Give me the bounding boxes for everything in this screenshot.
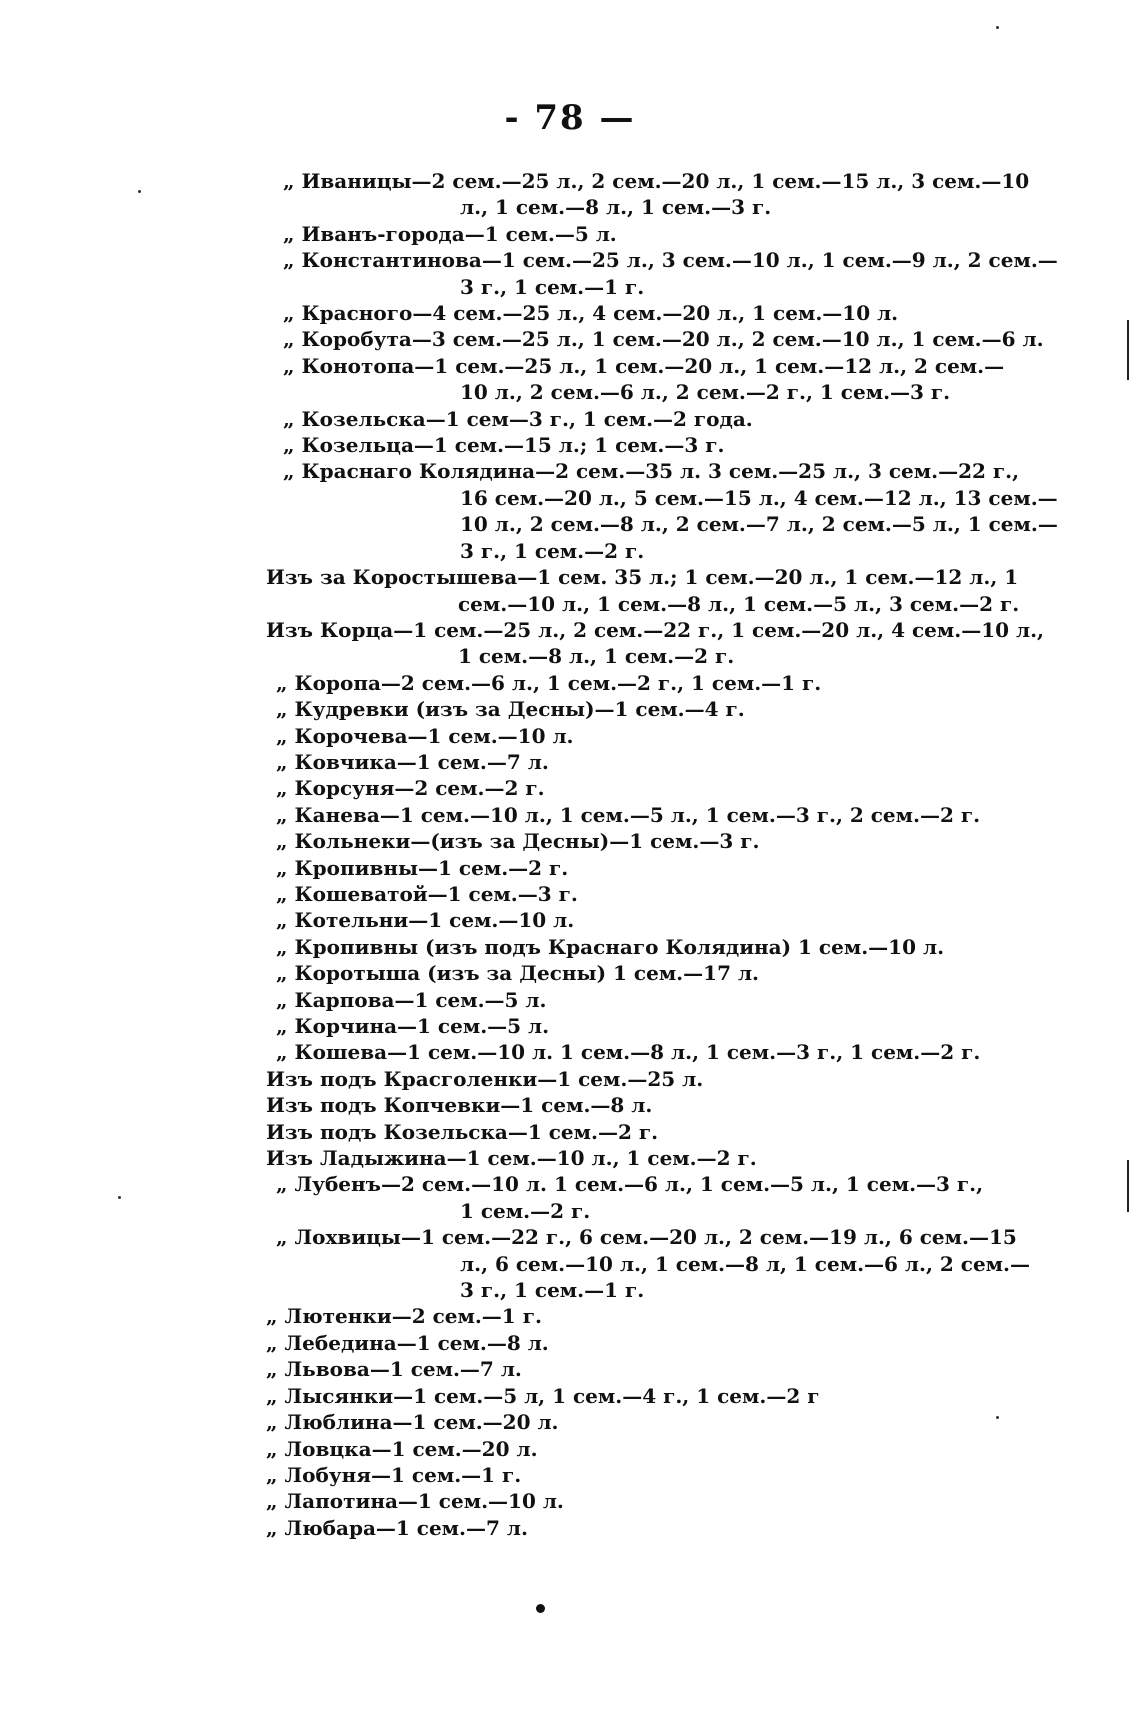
entry-line: „ Кольнеки—(изъ за Десны)—1 сем.—3 г.	[276, 829, 760, 854]
margin-rule	[1127, 320, 1129, 380]
entry-line: „ Львова—1 сем.—7 л.	[266, 1357, 522, 1382]
entry-list	[0, 168, 1140, 1541]
entry-line: „ Коротыша (изъ за Десны) 1 сем.—17 л.	[276, 961, 760, 986]
entry-continuation-line: 1 сем.—2 г.	[460, 1198, 591, 1223]
entry-continuation-line: 10 л., 2 сем.—8 л., 2 сем.—7 л., 2 сем.—5 л., 1 сем.—	[460, 512, 1058, 537]
entry-line: „ Лысянки—1 сем.—5 л, 1 сем.—4 г., 1 сем.—2 г	[266, 1383, 820, 1408]
paper-speck	[118, 1196, 121, 1199]
entry-item	[0, 1013, 1140, 1039]
page-number: - 78 —	[504, 98, 636, 138]
entry-continuation-line: 3 г., 1 сем.—2 г.	[460, 538, 645, 563]
entry-line: „ Кудревки (изъ за Десны)—1 сем.—4 г.	[276, 697, 745, 722]
entry-item	[0, 1303, 1140, 1329]
entry-continuation-line: л., 6 сем.—10 л., 1 сем.—8 л, 1 сем.—6 л., 2 сем.—	[460, 1251, 1031, 1276]
entry-line: „ Лубенъ—2 сем.—10 л. 1 сем.—6 л., 1 сем.—5 л., 1 сем.—3 г.,	[276, 1172, 984, 1197]
entry-line: „ Любара—1 сем.—7 л.	[266, 1515, 528, 1540]
entry-continuation-line: 3 г., 1 сем.—1 г.	[460, 274, 645, 299]
entry-line: „ Кропивны (изъ подъ Краснаго Колядина) 1 сем.—10 л.	[276, 934, 945, 959]
entry-line: „ Кошеватой—1 сем.—3 г.	[276, 881, 578, 906]
entry-line: „ Лобуня—1 сем.—1 г.	[266, 1462, 522, 1487]
entry-line: „ Лохвицы—1 сем.—22 г., 6 сем.—20 л., 2 сем.—19 л., 6 сем.—15	[276, 1225, 1017, 1250]
entry-item	[0, 670, 1140, 696]
entry-item	[0, 1171, 1140, 1224]
margin-rule	[1127, 1160, 1129, 1212]
entry-item	[0, 696, 1140, 722]
entry-line: Изъ подъ Красголенки—1 сем.—25 л.	[266, 1066, 704, 1091]
entry-continuation-line: сем.—10 л., 1 сем.—8 л., 1 сем.—5 л., 3 сем.—2 г.	[458, 591, 1020, 616]
entry-item	[0, 1515, 1140, 1541]
entry-item	[0, 1409, 1140, 1435]
entry-item	[0, 353, 1140, 406]
entry-line: „ Корсуня—2 сем.—2 г.	[276, 776, 545, 801]
paper-speck	[996, 1416, 999, 1419]
paper-speck	[996, 26, 999, 29]
entry-continuation-line: 16 сем.—20 л., 5 сем.—15 л., 4 сем.—12 л., 13 сем.—	[460, 485, 1058, 510]
entry-line: „ Котельни—1 сем.—10 л.	[276, 908, 575, 933]
entry-item	[0, 987, 1140, 1013]
entry-item	[0, 432, 1140, 458]
entry-item	[0, 1488, 1140, 1514]
entry-item	[0, 1356, 1140, 1382]
entry-item	[0, 1436, 1140, 1462]
entry-line: „ Козельска—1 сем—3 г., 1 сем.—2 года.	[283, 406, 753, 431]
entry-item	[0, 168, 1140, 221]
entry-item	[0, 802, 1140, 828]
entry-line: Изъ подъ Козельска—1 сем.—2 г.	[266, 1119, 659, 1144]
entry-item	[0, 1039, 1140, 1065]
entry-item	[0, 1145, 1140, 1171]
entry-item	[0, 1066, 1140, 1092]
entry-line: „ Кошева—1 сем.—10 л. 1 сем.—8 л., 1 сем.—3 г., 1 сем.—2 г.	[276, 1040, 981, 1065]
entry-item	[0, 907, 1140, 933]
entry-line: „ Люблина—1 сем.—20 л.	[266, 1410, 559, 1435]
entry-continuation-line: л., 1 сем.—8 л., 1 сем.—3 г.	[460, 195, 772, 220]
entry-item	[0, 300, 1140, 326]
entry-line: „ Иванъ-города—1 сем.—5 л.	[283, 221, 617, 246]
entry-line: „ Конотопа—1 сем.—25 л., 1 сем.—20 л., 1 сем.—12 л., 2 сем.—	[283, 353, 1005, 378]
entry-item	[0, 247, 1140, 300]
entry-item	[0, 855, 1140, 881]
entry-line: „ Лютенки—2 сем.—1 г.	[266, 1304, 542, 1329]
entry-item	[0, 326, 1140, 352]
entry-item	[0, 881, 1140, 907]
entry-item	[0, 828, 1140, 854]
entry-item	[0, 749, 1140, 775]
entry-line: „ Лебедина—1 сем.—8 л.	[266, 1330, 549, 1355]
entry-item	[0, 1383, 1140, 1409]
entry-line: „ Корчина—1 сем.—5 л.	[276, 1014, 550, 1038]
entry-item	[0, 458, 1140, 564]
entry-item	[0, 1119, 1140, 1145]
entry-item	[0, 1092, 1140, 1118]
entry-line: „ Константинова—1 сем.—25 л., 3 сем.—10 л., 1 сем.—9 л., 2 сем.—	[283, 248, 1058, 273]
entry-item	[0, 617, 1140, 670]
entry-line: „ Карпова—1 сем.—5 л.	[276, 987, 547, 1012]
entry-item	[0, 934, 1140, 960]
entry-line: „ Лапотина—1 сем.—10 л.	[266, 1489, 564, 1514]
entry-line: Изъ Ладыжина—1 сем.—10 л., 1 сем.—2 г.	[266, 1146, 757, 1171]
entry-item	[0, 1462, 1140, 1488]
paper-speck	[138, 190, 141, 193]
entry-line: Изъ подъ Копчевки—1 сем.—8 л.	[266, 1093, 653, 1118]
entry-continuation-line: 3 г., 1 сем.—1 г.	[460, 1278, 645, 1303]
entry-item	[0, 960, 1140, 986]
entry-item	[0, 221, 1140, 247]
entry-line: „ Канева—1 сем.—10 л., 1 сем.—5 л., 1 сем.—3 г., 2 сем.—2 г.	[276, 802, 981, 827]
entry-line: „ Ловцка—1 сем.—20 л.	[266, 1436, 538, 1461]
entry-item	[0, 775, 1140, 801]
entry-line: „ Ковчика—1 сем.—7 л.	[276, 749, 549, 774]
entry-item	[0, 1330, 1140, 1356]
entry-item	[0, 723, 1140, 749]
entry-item	[0, 406, 1140, 432]
entry-item	[0, 1224, 1140, 1303]
entry-line: „ Кропивны—1 сем.—2 г.	[276, 855, 569, 880]
entry-item	[0, 564, 1140, 617]
entry-line: „ Краснаго Колядина—2 сем.—35 л. 3 сем.—25 л., 3 сем.—22 г.,	[283, 459, 1020, 484]
entry-line: „ Коропа—2 сем.—6 л., 1 сем.—2 г., 1 сем.—1 г.	[276, 670, 822, 695]
entry-line: „ Иваницы—2 сем.—25 л., 2 сем.—20 л., 1 сем.—15 л., 3 сем.—10	[283, 169, 1030, 193]
entry-continuation-line: 1 сем.—8 л., 1 сем.—2 г.	[458, 644, 735, 669]
entry-line: „ Козельца—1 сем.—15 л.; 1 сем.—3 г.	[283, 433, 725, 458]
entry-continuation-line: 10 л., 2 сем.—6 л., 2 сем.—2 г., 1 сем.—3 г.	[460, 380, 951, 405]
entry-line: „ Красного—4 сем.—25 л., 4 сем.—20 л., 1 сем.—10 л.	[283, 301, 899, 326]
decorative-dot	[536, 1604, 545, 1613]
entry-line: Изъ Корца—1 сем.—25 л., 2 сем.—22 г., 1 сем.—20 л., 4 сем.—10 л.,	[266, 617, 1045, 642]
entry-line: Изъ за Коростышева—1 сем. 35 л.; 1 сем.—20 л., 1 сем.—12 л., 1	[266, 565, 1019, 590]
entry-line: „ Корочева—1 сем.—10 л.	[276, 723, 574, 748]
entry-line: „ Коробута—3 сем.—25 л., 1 сем.—20 л., 2 сем.—10 л., 1 сем.—6 л.	[283, 327, 1044, 352]
